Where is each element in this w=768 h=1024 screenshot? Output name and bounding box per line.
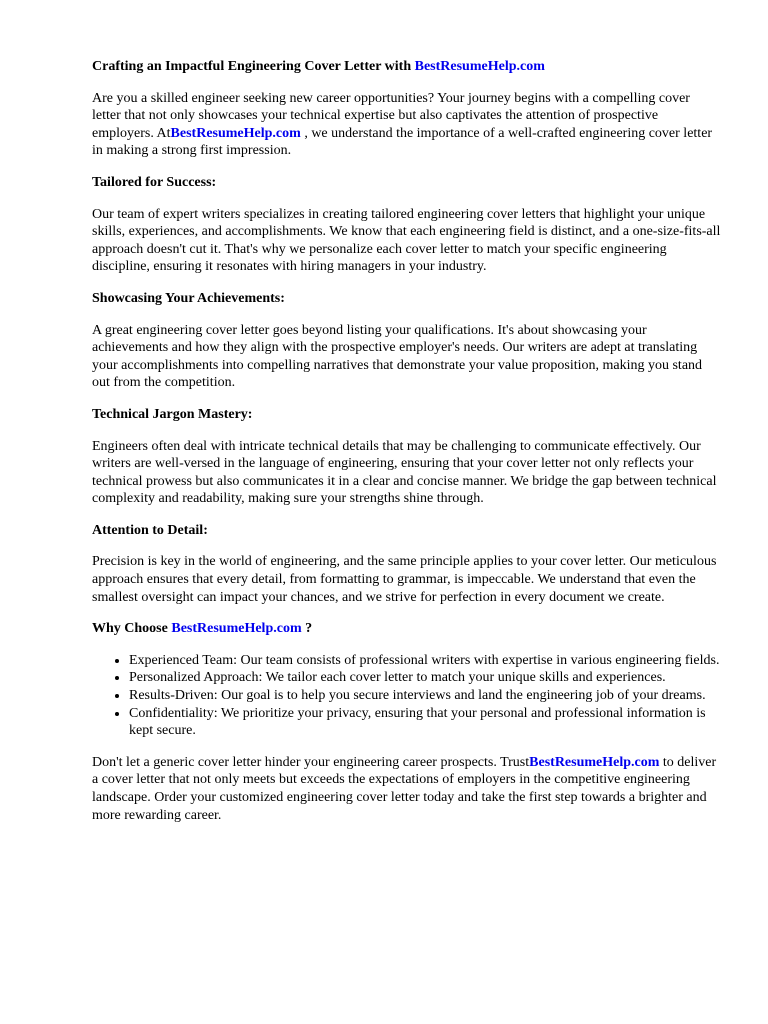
benefit-item-results-driven: • Results-Driven: Our goal is to help you secure interviews and land the engineering job of your dreams. [129,687,722,705]
benefit-item-confidentiality: • Confidentiality: We prioritize your privacy, ensuring that your personal and professional information is kept secure. [129,705,722,740]
section-heading-detail: Attention to Detail: [92,522,208,538]
closing-text-after: to deliver a cover letter that not only meets but exceeds the expectations of employers in the competitive engineering landscape. Order your customized engineering cover letter today and take the first step towards a brighter and more rewarding career. [92,754,717,823]
page-title-text: Crafting an Impactful Engineering Cover Letter with [92,59,415,74]
section-paragraph-detail: Precision is key in the world of engineering, and the same principle applies to your cover letter. Our meticulous approach ensures that every detail, from formatting to grammar, is impeccable. We understand that even the smallest oversight can impact your chances, and we strive for perfection in every document we create. [92,554,717,605]
section-heading-jargon: Technical Jargon Mastery: [92,406,253,422]
brand-link-why-choose[interactable]: BestResumeHelp.com [171,621,302,637]
intro-text-before: Are you a skilled engineer seeking new career opportunities? Your journey begins with a compelling cover letter that not only showcases your technical expertise but also captivates the attention of prospective employers. At [92,90,690,141]
page-title [92,58,722,76]
section-paragraph-jargon: Engineers often deal with intricate technical details that may be challenging to communicate effectively. Our writers are well-versed in the language of engineering, ensuring that your cover letter not only reflects your technical prowess but also communicates it in a clear and concise manner. We bridge the gap between technical complexity and readability, making sure your strengths shine through. [92,438,717,507]
benefit-item-personalized-approach: • Personalized Approach: We tailor each cover letter to match your unique skills and experiences. [129,669,722,687]
why-choose-text-after: ? [301,621,313,637]
section-heading-tailored: Tailored for Success: [92,174,217,190]
why-choose-heading [92,620,722,638]
intro-text-after: , we understand the importance of a well-crafted engineering cover letter in making a strong first impression. [92,125,713,159]
brand-link-title[interactable]: BestResumeHelp.com [414,59,545,74]
benefit-item-experienced-team: • Experienced Team: Our team consists of professional writers with expertise in various engineering fields. [129,652,722,670]
closing-text-before: Don't let a generic cover letter hinder your engineering career prospects. Trust [92,754,530,770]
closing-paragraph [92,754,722,824]
brand-link-closing[interactable]: BestResumeHelp.com [529,754,660,770]
section-paragraph-showcasing: A great engineering cover letter goes beyond listing your qualifications. It's about showcasing your achievements and how they align with the prospective employer's needs. Our writers are adept at translating your accomplishments into compelling narratives that demonstrate your value proposition, making you stand out from the competition. [92,322,703,391]
brand-link-intro[interactable]: BestResumeHelp.com [170,125,301,141]
why-choose-text-before: Why Choose [92,621,172,637]
benefits-list [92,652,722,740]
section-paragraph-tailored: Our team of expert writers specializes in creating tailored engineering cover letters that highlight your unique skills, experiences, and accomplishments. We know that each engineering field is distinct, and a one-size-fits-all approach doesn't cut it. That's why we personalize each cover letter to match your specific engineering discipline, ensuring it resonates with hiring managers in your industry. [92,206,721,275]
document-body [92,58,722,824]
intro-paragraph [92,90,722,160]
section-heading-showcasing: Showcasing Your Achievements: [92,290,285,306]
